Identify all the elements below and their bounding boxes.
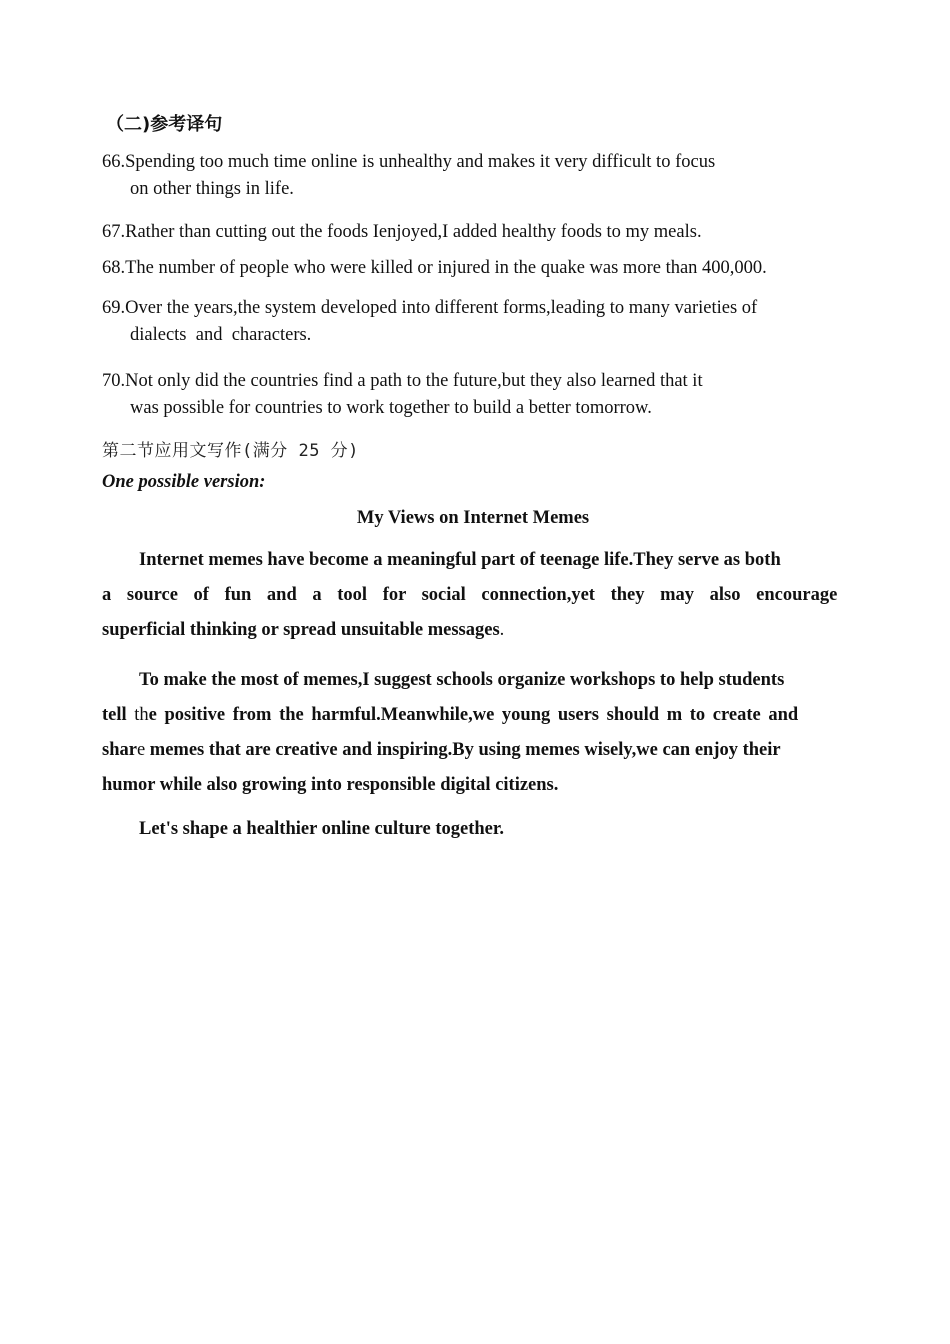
paragraph-text: e positive from the harmful.Meanwhile,we young users should m to create and — [148, 705, 799, 725]
paragraph-line — [102, 578, 844, 613]
paragraph-line — [102, 698, 844, 733]
sentence-line: on other things in life. — [130, 179, 294, 199]
paragraph-line: To make the most of memes,I suggest schools organize workshops to help students — [139, 670, 785, 690]
section-heading: （二)参考译句 — [106, 114, 223, 135]
sentence-70 — [102, 368, 847, 422]
sentence-line: 68.The number of people who were killed or injured in the quake was more than 400,000. — [102, 258, 767, 278]
paragraph-line — [102, 613, 844, 648]
writing-heading: 第二节应用文写作(满分 25 分) — [102, 441, 359, 461]
essay-paragraph-2 — [102, 663, 844, 803]
sentence-68 — [102, 255, 847, 282]
sentence-line: 67.Rather than cutting out the foods Ienjoyed,I added healthy foods to my meals. — [102, 222, 702, 242]
paragraph-line: Internet memes have become a meaningful part of teenage life.They serve as both — [139, 550, 781, 570]
sentence-line: 69.Over the years,the system developed into different forms,leading to many varieties of — [102, 298, 758, 318]
paragraph-text: . — [499, 620, 505, 640]
sentence-67 — [102, 219, 847, 246]
essay-paragraph-3 — [102, 812, 844, 847]
version-label: One possible version: — [102, 472, 266, 492]
essay-paragraph-1 — [102, 543, 844, 648]
paragraph-text: tell — [102, 705, 135, 725]
paragraph-line — [102, 733, 844, 768]
paragraph-line: Let's shape a healthier online culture together. — [139, 819, 505, 839]
sentence-line: 70.Not only did the countries find a path to the future,but they also learned that it — [102, 371, 703, 391]
paragraph-text: th — [134, 705, 149, 725]
paragraph-line: humor while also growing into responsible digital citizens. — [102, 775, 559, 795]
sentence-line — [102, 149, 817, 176]
paragraph-text: shar — [102, 740, 137, 760]
sentence-text: 66.Spending too much time online is unhealthy and makes it very difficult to focus — [102, 152, 716, 172]
paragraph-text: superficial thinking or spread unsuitable messages — [102, 620, 500, 640]
paragraph-text: a source of fun and a tool for social connection,yet they may also encourage — [102, 585, 838, 605]
sentence-66 — [102, 149, 847, 203]
sentence-69 — [102, 295, 847, 349]
essay-title: My Views on Internet Memes — [356, 508, 590, 528]
paragraph-text: e — [136, 740, 146, 760]
sentence-line: was possible for countries to work together to build a better tomorrow. — [130, 398, 652, 418]
sentence-line: dialects and characters. — [130, 325, 312, 345]
paragraph-text: memes that are creative and inspiring.By using memes wisely,we can enjoy their — [145, 740, 781, 760]
